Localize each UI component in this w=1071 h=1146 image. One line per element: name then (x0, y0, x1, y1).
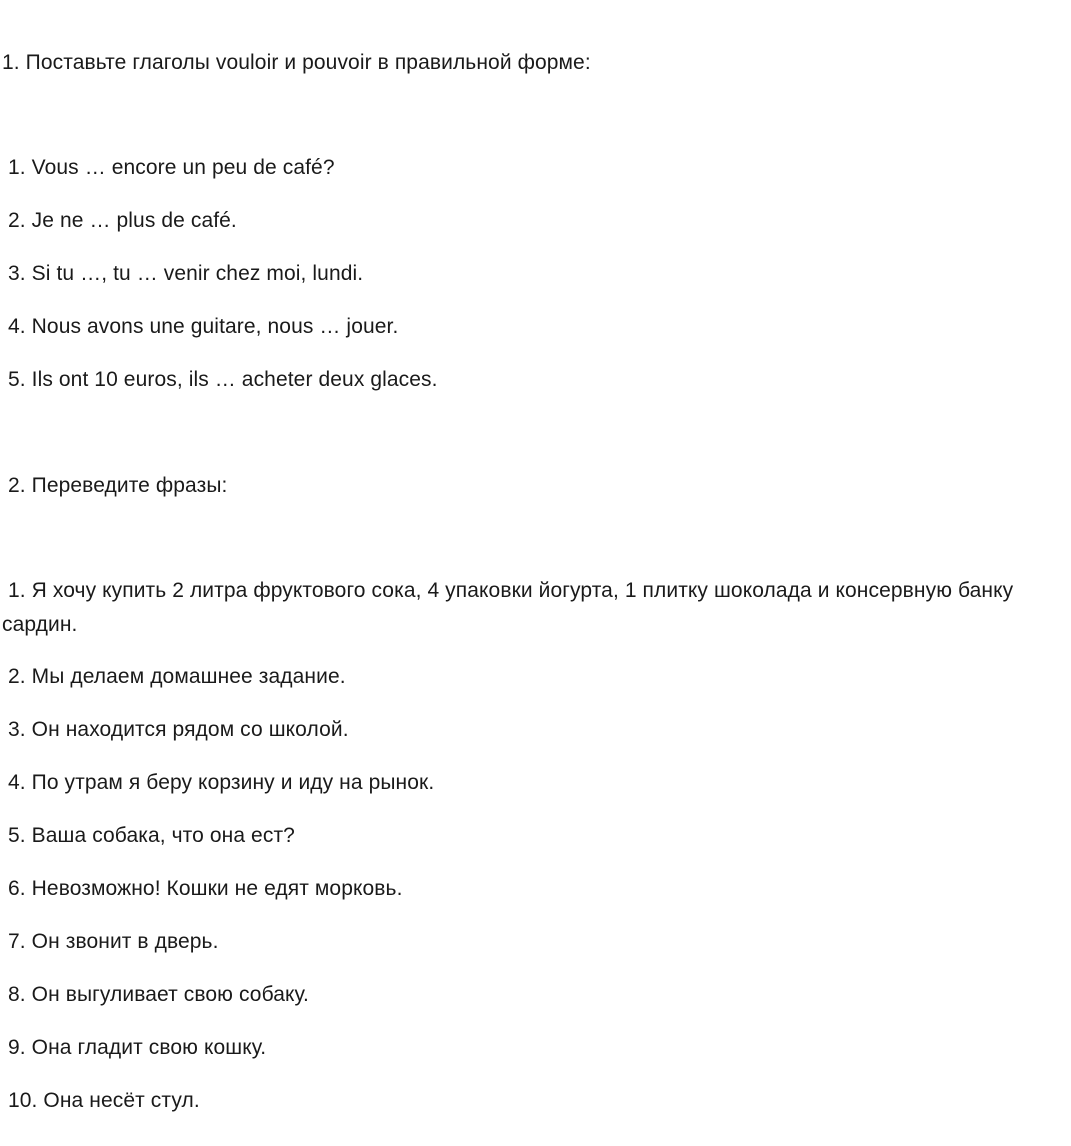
exercise-1-item-4: 4. Nous avons une guitare, nous … jouer. (8, 315, 399, 338)
exercise-2-item-1: 1. Я хочу купить 2 литра фруктового сока, 4 упаковки йогурта, 1 плитку шоколада и консервную банку сардин. (2, 579, 1014, 636)
exercise-1-item-1: 1. Vous … encore un peu de café? (8, 156, 335, 179)
exercise-2-item-3: 3. Он находится рядом со школой. (8, 718, 349, 741)
exercise-2-item-6: 6. Невозможно! Кошки не едят морковь. (8, 877, 403, 900)
exercise-1-item-3: 3. Si tu …, tu … venir chez moi, lundi. (8, 262, 364, 285)
exercise-1-item-2: 2. Je ne … plus de café. (8, 209, 237, 232)
exercise-2-item-7: 7. Он звонит в дверь. (8, 930, 219, 953)
exercise-2-item-5: 5. Ваша собака, что она ест? (8, 824, 295, 847)
exercise-2-item-9: 9. Она гладит свою кошку. (8, 1036, 267, 1059)
exercise-2-item-4: 4. По утрам я беру корзину и иду на рынок. (8, 771, 435, 794)
exercise-2-item-10: 10. Она несёт стул. (8, 1089, 200, 1112)
exercise-2-item-8: 8. Он выгуливает свою собаку. (8, 983, 309, 1006)
exercise-2-title: 2. Переведите фразы: (8, 474, 228, 497)
exercise-1-item-5: 5. Ils ont 10 euros, ils … acheter deux glaces. (8, 368, 438, 391)
exercise-2-item-2: 2. Мы делаем домашнее задание. (8, 665, 346, 688)
exercise-1-title: 1. Поставьте глаголы vouloir и pouvoir в правильной форме: (2, 51, 591, 74)
